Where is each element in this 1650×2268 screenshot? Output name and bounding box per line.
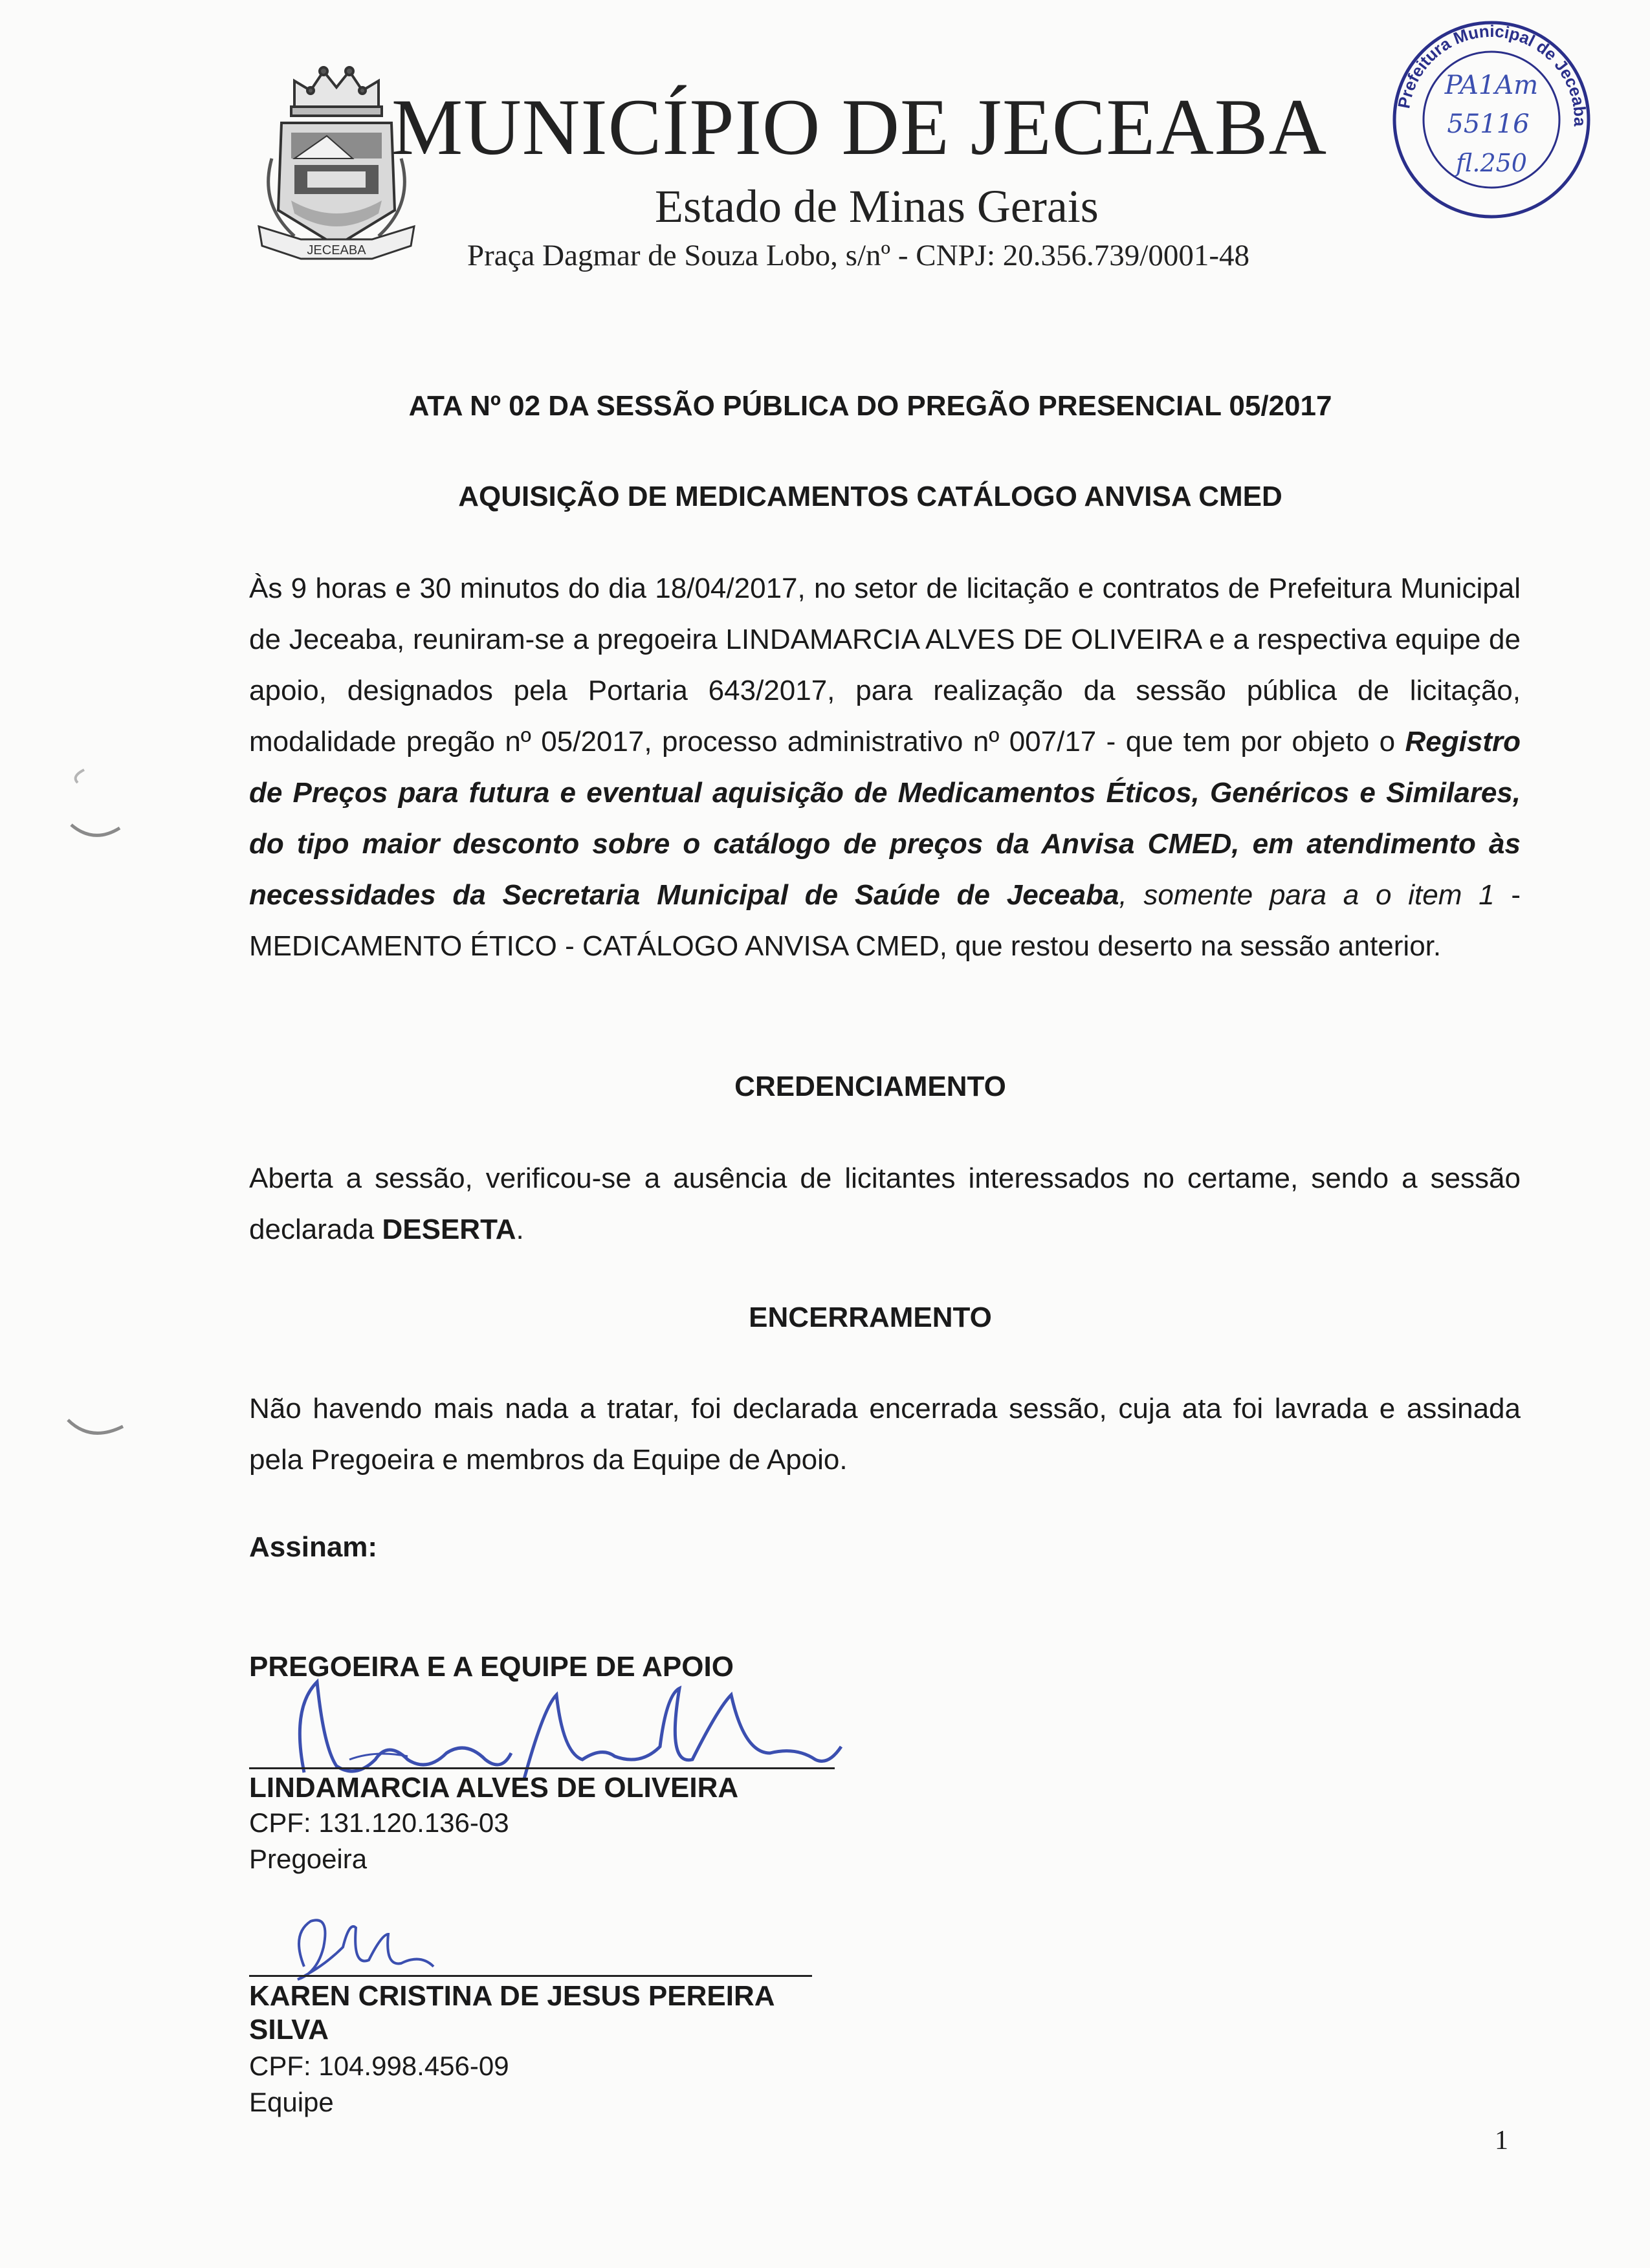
section-heading-encerramento: ENCERRAMENTO xyxy=(749,1302,992,1333)
signature-line xyxy=(249,1767,835,1769)
binder-hole-mark xyxy=(58,763,129,847)
signer-cpf: CPF: 104.998.456-09 xyxy=(249,2051,509,2081)
assinam-label: Assinam: xyxy=(249,1531,378,1563)
state-subtitle: Estado de Minas Gerais xyxy=(655,180,1099,232)
intro-text-end: - MEDICAMENTO ÉTICO - CATÁLOGO ANVISA CMED, que restou deserto na sessão anterior. xyxy=(249,879,1521,962)
encerramento-paragraph: Não havendo mais nada a tratar, foi declarada encerrada sessão, cuja ata foi lavrada e assinada pela Pregoeira e membros da Equipe de Apoio. xyxy=(249,1393,1521,1476)
municipality-title: MUNICÍPIO DE JECEABA xyxy=(391,83,1327,171)
item-scope: , somente para a o item 1 xyxy=(1119,879,1495,911)
stamp-handwritten-line: PA1Am xyxy=(1444,71,1539,100)
signer-name: KAREN CRISTINA DE JESUS PEREIRA xyxy=(249,1980,775,2012)
section-heading-credenciamento: CREDENCIAMENTO xyxy=(734,1071,1006,1102)
page-number: 1 xyxy=(1495,2126,1508,2155)
intro-text: Às 9 horas e 30 minutos do dia 18/04/2017, no setor de licitação e contratos de Prefeitura Municipal de Jeceaba, reuniram-se a pregoeira LINDAMARCIA ALVES DE OLIVEIRA e a respectiva equipe de apoio, designados pela Portaria 643/2017, para realização da sessão pública de licitação, modalidade pregão nº 05/2017, processo administrativo nº 007/17 - que tem por objeto o xyxy=(249,572,1521,758)
document-subtitle: AQUISIÇÃO DE MEDICAMENTOS CATÁLOGO ANVISA CMED xyxy=(458,481,1282,512)
object-description: Registro de Preços para futura e eventual aquisição de Medicamentos Éticos, Genéricos e Similares, do tipo maior desconto sobre o catálogo de preços da Anvisa CMED, em atendimento às necessidades da Secretaria Municipal de Saúde de Jeceaba xyxy=(249,726,1521,911)
intro-paragraph xyxy=(249,563,1521,972)
deserta-label: DESERTA xyxy=(382,1214,516,1245)
signature-group-label: PREGOEIRA E A EQUIPE DE APOIO xyxy=(249,1651,734,1683)
signature-line xyxy=(249,1975,812,1977)
signer-role: Pregoeira xyxy=(249,1844,368,1874)
credenciamento-paragraph xyxy=(249,1153,1521,1255)
document-title: ATA Nº 02 DA SESSÃO PÚBLICA DO PREGÃO PRESENCIAL 05/2017 xyxy=(408,390,1332,422)
credenciamento-text: Aberta a sessão, verificou-se a ausência de licitantes interessados no certame, sendo a sessão declarada xyxy=(249,1162,1521,1245)
crest-banner-text: JECEABA xyxy=(307,243,366,257)
signer-cpf: CPF: 131.120.136-03 xyxy=(249,1807,509,1838)
address-line: Praça Dagmar de Souza Lobo, s/nº - CNPJ: 20.356.739/0001-48 xyxy=(467,239,1249,272)
signer-role: Equipe xyxy=(249,2087,334,2117)
stamp-handwritten-line: 55116 xyxy=(1447,109,1530,139)
credenciamento-text-end: . xyxy=(516,1214,524,1245)
stamp-handwritten-line: fl.250 xyxy=(1456,149,1527,177)
protocol-stamp-icon xyxy=(1385,13,1598,226)
signer-name-continued: SILVA xyxy=(249,2014,329,2045)
stamp-ring-text: Prefeitura Municipal de Jeceaba xyxy=(1394,21,1590,127)
binder-hole-mark xyxy=(58,1404,129,1456)
signer-name: LINDAMARCIA ALVES DE OLIVEIRA xyxy=(249,1772,739,1804)
